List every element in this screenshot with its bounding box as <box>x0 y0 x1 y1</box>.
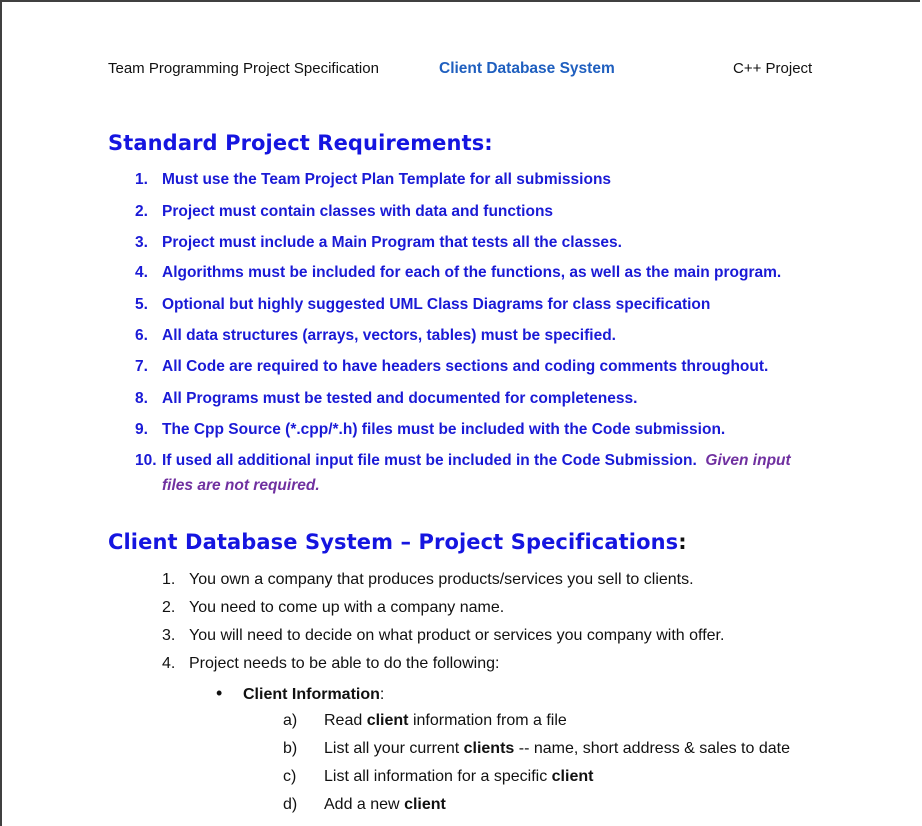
bullet-dot-icon: • <box>216 683 223 703</box>
requirement-item: 3. Project must include a Main Program that tests all the classes. <box>135 234 622 251</box>
spec-item: 3. You will need to decide on what product or services you company with offer. <box>162 627 725 644</box>
header-right: C++ Project <box>733 60 813 77</box>
requirement-item: 10. If used all additional input file must be included in the Code Submission. Given input <box>135 452 791 469</box>
requirement-item: 1. Must use the Team Project Plan Template for all submissions <box>135 171 612 188</box>
spec-item: 2. You need to come up with a company name. <box>162 599 505 616</box>
requirement-item: 6. All data structures (arrays, vectors, tables) must be specified. <box>135 327 616 344</box>
requirement-item: 2. Project must contain classes with data and functions <box>135 203 554 220</box>
requirement-item: 4. Algorithms must be included for each of the functions, as well as the main program. <box>135 264 782 281</box>
project-specifications-heading: Client Database System – Project Specifications: <box>108 530 687 554</box>
spec-item: 1. You own a company that produces products/services you sell to clients. <box>162 571 694 588</box>
requirement-item: 9. The Cpp Source (*.cpp/*.h) files must be included with the Code submission. <box>135 421 726 438</box>
spec-item: 4. Project needs to be able to do the following: <box>162 655 500 672</box>
requirement-item: 7. All Code are required to have headers sections and coding comments throughout. <box>135 358 769 375</box>
requirement-item: 8. All Programs must be tested and documented for completeness. <box>135 390 638 407</box>
requirement-note: Given input <box>705 452 791 469</box>
header-left: Team Programming Project Specification <box>108 60 379 77</box>
bullet-client-information: • Client Information: <box>216 683 385 703</box>
requirement-item: 5. Optional but highly suggested UML Class Diagrams for class specification <box>135 296 711 313</box>
requirement-note-continued: files are not required. <box>162 477 320 494</box>
header-center-title: Client Database System <box>439 60 615 77</box>
standard-requirements-heading: Standard Project Requirements: <box>108 131 493 155</box>
